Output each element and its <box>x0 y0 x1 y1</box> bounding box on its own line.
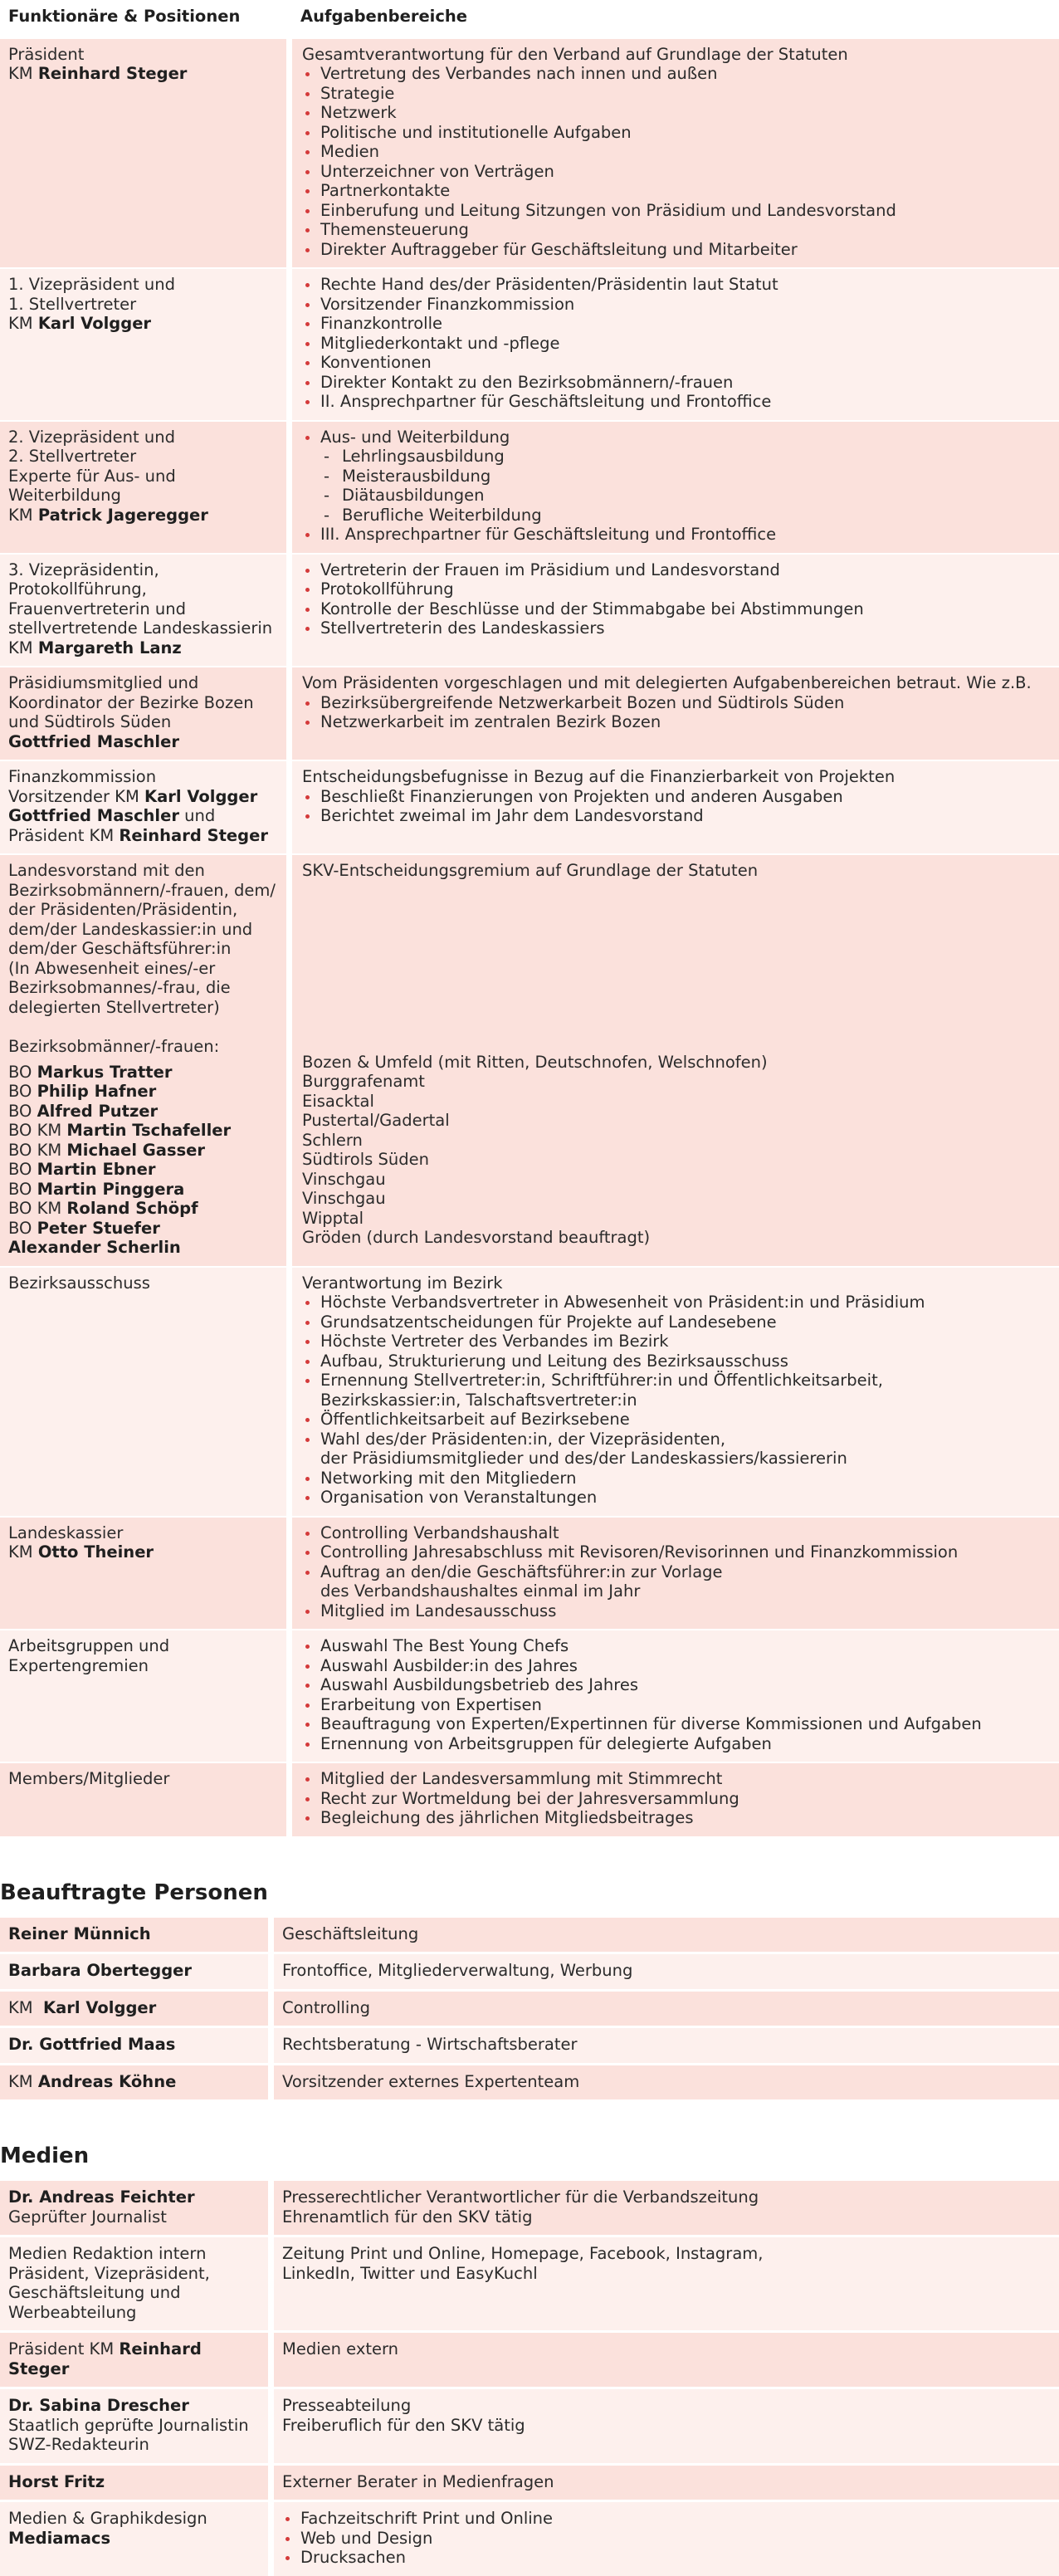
media-task: Externer Berater in Medienfragen <box>274 2463 1059 2500</box>
delegate-row <box>0 2063 1059 2100</box>
delegate-task: Frontoffice, Mitgliederverwaltung, Werbung <box>274 1952 1059 1989</box>
role-label: Experte für Aus- und <box>8 466 176 486</box>
role-label: Finanzkommission <box>8 767 157 786</box>
task-list <box>302 693 1051 732</box>
media-row <box>0 2463 1059 2500</box>
person-name: Gottfried Maschler <box>8 731 179 751</box>
treasurer-cell <box>0 1516 292 1630</box>
title-prefix: BO <box>8 1179 37 1199</box>
role-label: Arbeitsgruppen und <box>8 1636 170 1655</box>
state-board-tasks <box>292 853 1059 1266</box>
person-name: Martin Ebner <box>37 1160 156 1179</box>
media-task: Presseabteilung <box>282 2396 412 2415</box>
delegate-task: Controlling <box>274 1989 1059 2026</box>
task-item: Netzwerk <box>302 103 1051 123</box>
role-label: Medien Redaktion intern <box>8 2244 207 2263</box>
president-tasks <box>292 39 1059 268</box>
role-label: 3. Vizepräsidentin, <box>8 560 159 579</box>
person-name: Martin Pinggera <box>37 1179 185 1199</box>
district-name: Vinschgau <box>302 1189 386 1208</box>
task-item: Partnerkontakte <box>302 181 1051 201</box>
task-item: Öffentlichkeitsarbeit auf Bezirksebene <box>302 1410 1051 1430</box>
delegate-name-cell <box>0 1952 274 1989</box>
person-subtitle: SWZ-Redakteurin <box>8 2435 149 2454</box>
media-task: LinkedIn, Twitter und EasyKuchl <box>282 2263 538 2283</box>
row-working-groups <box>0 1629 1059 1762</box>
media-person-cell <box>0 2463 274 2500</box>
task-item: Mitgliederkontakt und -pflege <box>302 334 1051 354</box>
district-head <box>8 1180 278 1200</box>
media-task: Presserechtlicher Verantwortlicher für die Verbandszeitung <box>282 2187 759 2207</box>
role-label: Präsidiumsmitglied und <box>8 673 199 692</box>
district-name: Südtirols Süden <box>302 1150 429 1169</box>
task-item <box>302 1371 1051 1410</box>
district-head <box>8 1121 278 1141</box>
row-president <box>0 39 1059 268</box>
finance-cell <box>0 760 292 853</box>
title-prefix: BO KM <box>8 1140 67 1160</box>
title-prefix: BO KM <box>8 1199 67 1218</box>
media-row <box>0 2330 1059 2387</box>
state-board-cell <box>0 853 292 1266</box>
task-intro: SKV-Entscheidungsgremium auf Grundlage der Statuten <box>302 861 759 880</box>
row-vice-president-3 <box>0 553 1059 667</box>
task-item <box>302 1430 1051 1469</box>
task-item: Mitglied der Landesversammlung mit Stimmrecht <box>302 1769 1051 1789</box>
media-person-cell <box>0 2330 274 2387</box>
media-row <box>0 2181 1059 2235</box>
title-prefix: Präsident KM <box>8 2339 120 2358</box>
connector-text: und <box>178 806 216 825</box>
person-name: Martin Tschafeller <box>66 1121 232 1140</box>
title-prefix: KM <box>8 505 38 525</box>
title-prefix: KM <box>8 2071 38 2091</box>
task-item: Beschließt Finanzierungen von Projekten und anderen Ausgaben <box>302 787 1051 807</box>
task-item: Beauftragung von Experten/Expertinnen für diverse Kommissionen und Aufgaben <box>302 1714 1051 1734</box>
task-item: Vertretung des Verbandes nach innen und außen <box>302 64 1051 84</box>
task-item: Aus- und Weiterbildung <box>302 428 1051 447</box>
district-head <box>8 1082 278 1102</box>
row-vice-president-1 <box>0 267 1059 420</box>
media-person-cell <box>0 2387 274 2463</box>
row-coordinator <box>0 666 1059 760</box>
district-name: Gröden (durch Landesvorstand beauftragt) <box>302 1228 651 1247</box>
media-person-cell <box>0 2235 274 2330</box>
task-item: Networking mit den Mitgliedern <box>302 1469 1051 1488</box>
role-label: Frauenvertreterin und <box>8 599 186 618</box>
person-name: Reinhard Steger <box>8 2339 202 2378</box>
role-label: Protokollführung, <box>8 579 147 599</box>
person-line <box>8 314 278 334</box>
district-head <box>8 1219 278 1239</box>
task-line: Wahl des/der Präsidenten:in, der Vizepräsidenten, <box>320 1429 726 1449</box>
row-district-committee <box>0 1266 1059 1516</box>
task-item: Unterzeichner von Verträgen <box>302 162 1051 182</box>
task-item: Erarbeitung von Expertisen <box>302 1695 1051 1715</box>
person-subtitle: Staatlich geprüfte Journalistin <box>8 2415 249 2435</box>
delegate-name-cell <box>0 2063 274 2100</box>
task-list <box>302 525 1051 545</box>
task-item: Organisation von Veranstaltungen <box>302 1488 1051 1508</box>
task-line: Bezirkskassier:in, Talschaftsvertreter:in <box>320 1390 637 1410</box>
task-item: Finanzkontrolle <box>302 314 1051 334</box>
person-name: Alfred Putzer <box>37 1101 159 1121</box>
task-item: Bezirksübergreifende Netzwerkarbeit Bozen und Südtirols Süden <box>302 693 1051 713</box>
title-prefix: BO <box>8 1101 37 1121</box>
media-person-cell <box>0 2181 274 2235</box>
person-line <box>8 64 278 84</box>
media-task: Medien extern <box>274 2330 1059 2387</box>
section-title-media: Medien <box>0 2143 90 2168</box>
role-label: Landesvorstand mit den <box>8 861 205 880</box>
role-label: Landeskassier <box>8 1523 124 1542</box>
company-name: Mediamacs <box>8 2528 111 2548</box>
task-intro: Verantwortung im Bezirk <box>302 1273 503 1293</box>
media-task-cell <box>274 2181 1059 2235</box>
task-item: Controlling Verbandshaushalt <box>302 1523 1051 1543</box>
role-label: Weiterbildung <box>8 486 121 505</box>
task-intro: Entscheidungsbefugnisse in Bezug auf die Finanzierbarkeit von Projekten <box>302 767 896 786</box>
title-prefix: BO <box>8 1160 37 1179</box>
title-prefix: KM <box>8 64 38 83</box>
task-list <box>302 1636 1051 1753</box>
task-list <box>302 1523 1051 1621</box>
task-item: Ernennung von Arbeitsgruppen für delegierte Aufgaben <box>302 1734 1051 1754</box>
district-name: Schlern <box>302 1130 363 1150</box>
person-name: Roland Schöpf <box>66 1199 198 1218</box>
vp1-tasks <box>292 267 1059 420</box>
header-functions: Funktionäre & Positionen <box>0 0 292 39</box>
media-task-cell <box>274 2235 1059 2330</box>
treasurer-tasks <box>292 1516 1059 1630</box>
task-item: Recht zur Wortmeldung bei der Jahresversammlung <box>302 1789 1051 1809</box>
district-name: Eisacktal <box>302 1091 374 1111</box>
task-item: Drucksachen <box>282 2548 1051 2568</box>
task-item: Aufbau, Strukturierung und Leitung des Bezirksausschuss <box>302 1352 1051 1371</box>
person-name: Dr. Andreas Feichter <box>8 2187 195 2207</box>
district-committee-cell <box>0 1266 292 1516</box>
role-label: Geschäftsleitung und <box>8 2283 181 2302</box>
person-line <box>8 787 278 807</box>
row-treasurer <box>0 1516 1059 1630</box>
role-label: Werbeabteilung <box>8 2302 137 2322</box>
role-label: Bezirksobmannes/-frau, die <box>8 978 231 997</box>
delegates-table <box>0 1918 1059 2100</box>
delegate-task: Vorsitzender externes Expertenteam <box>274 2063 1059 2100</box>
working-groups-cell <box>0 1629 292 1762</box>
task-item: III. Ansprechpartner für Geschäftsleitung und Frontoffice <box>302 525 1051 545</box>
row-members <box>0 1762 1059 1836</box>
task-item: Protokollführung <box>302 579 1051 599</box>
role-label: Medien & Graphikdesign <box>8 2509 207 2528</box>
task-item: Themensteuerung <box>302 220 1051 240</box>
task-item: Auswahl Ausbilder:in des Jahres <box>302 1656 1051 1676</box>
task-item: Vertreterin der Frauen im Präsidium und Landesvorstand <box>302 560 1051 580</box>
task-line: Auftrag an den/die Geschäftsführer:in zur Vorlage <box>320 1562 723 1581</box>
delegate-row <box>0 2026 1059 2063</box>
role-label: delegierten Stellvertreter) <box>8 997 220 1017</box>
person-name: Peter Stuefer <box>37 1218 160 1238</box>
delegate-row <box>0 1918 1059 1953</box>
task-list <box>302 64 1051 259</box>
task-item: Höchste Vertreter des Verbandes im Bezirk <box>302 1332 1051 1352</box>
task-item: Kontrolle der Beschlüsse und der Stimmabgabe bei Abstimmungen <box>302 599 1051 619</box>
subtask-item: - Meisterausbildung <box>320 467 1051 486</box>
title-prefix: BO <box>8 1062 37 1082</box>
subtask-item: - Diätausbildungen <box>320 486 1051 506</box>
person-name: Gottfried Maschler <box>8 806 179 825</box>
person-name: Karl Volgger <box>144 786 258 806</box>
task-item: Fachzeitschrift Print und Online <box>282 2509 1051 2529</box>
person-name: Philip Hafner <box>37 1082 157 1101</box>
role-label: 1. Stellvertreter <box>8 294 137 314</box>
person-name: Margareth Lanz <box>37 638 182 657</box>
task-intro: Gesamtverantwortung für den Verband auf Grundlage der Statuten <box>302 44 848 64</box>
person-name: Karl Volgger <box>43 1997 157 2017</box>
district-head <box>8 1141 278 1161</box>
district-name: Bozen & Umfeld (mit Ritten, Deutschnofen, Welschnofen) <box>302 1052 768 1072</box>
media-task-cell <box>274 2500 1059 2576</box>
task-item: Konventionen <box>302 353 1051 373</box>
media-row <box>0 2235 1059 2330</box>
district-heads-heading: Bezirksobmänner/-frauen: <box>8 1037 220 1056</box>
person-name: Dr. Gottfried Maas <box>8 2035 176 2054</box>
delegate-row <box>0 1952 1059 1989</box>
media-person-cell <box>0 2500 274 2576</box>
person-name: Barbara Obertegger <box>8 1961 193 1980</box>
person-name: Patrick Jageregger <box>37 505 208 525</box>
task-intro: Vom Präsidenten vorgeschlagen und mit delegierten Aufgabenbereichen betraut. Wie z.B. <box>302 673 1032 692</box>
delegate-name-cell <box>0 2026 274 2063</box>
district-head <box>8 1238 278 1258</box>
title-prefix: BO <box>8 1218 37 1238</box>
task-item: Politische und institutionelle Aufgaben <box>302 123 1051 143</box>
working-groups-tasks <box>292 1629 1059 1762</box>
delegate-name-cell <box>0 1989 274 2026</box>
task-list <box>302 787 1051 826</box>
district-head <box>8 1102 278 1122</box>
media-task: Ehrenamtlich für den SKV tätig <box>282 2207 533 2227</box>
delegate-task: Geschäftsleitung <box>274 1918 1059 1953</box>
task-item: II. Ansprechpartner für Geschäftsleitung und Frontoffice <box>302 392 1051 412</box>
title-prefix: KM <box>8 638 38 657</box>
task-item: Höchste Verbandsvertreter in Abwesenheit von Präsident:in und Präsidium <box>302 1293 1051 1312</box>
row-finance-commission <box>0 760 1059 853</box>
subtask-item: - Berufliche Weiterbildung <box>320 506 1051 525</box>
task-item: Controlling Jahresabschluss mit Revisoren/Revisorinnen und Finanzkommission <box>302 1542 1051 1562</box>
coordinator-cell <box>0 666 292 760</box>
members-tasks <box>292 1762 1059 1836</box>
role-label: der Präsidenten/Präsidentin, <box>8 900 238 919</box>
person-subtitle: Geprüfter Journalist <box>8 2207 167 2227</box>
task-list <box>302 275 1051 412</box>
task-item: Rechte Hand des/der Präsidenten/Präsidentin laut Statut <box>302 275 1051 295</box>
person-name: Otto Theiner <box>37 1542 154 1562</box>
person-name: Markus Tratter <box>37 1062 173 1082</box>
role-label: Members/Mitglieder <box>8 1769 170 1788</box>
task-list <box>302 428 1051 447</box>
person-name: Dr. Sabina Drescher <box>8 2396 189 2415</box>
task-list <box>302 560 1051 638</box>
row-state-board <box>0 853 1059 1266</box>
role-label: Bezirksausschuss <box>8 1273 150 1293</box>
district-committee-tasks <box>292 1266 1059 1516</box>
vp2-cell <box>0 420 292 553</box>
delegate-task: Rechtsberatung - Wirtschaftsberater <box>274 2026 1059 2063</box>
task-line: der Präsidiumsmitglieder und des/der Landeskassiers/kassiererin <box>320 1449 847 1468</box>
subtask-list <box>320 447 1051 525</box>
district-name: Wipptal <box>302 1208 364 1228</box>
subtask-item: - Lehrlingsausbildung <box>320 447 1051 467</box>
task-list <box>282 2509 1051 2568</box>
media-task: Zeitung Print und Online, Homepage, Facebook, Instagram, <box>282 2244 764 2263</box>
role-label: und Südtirols Süden <box>8 712 172 731</box>
person-name: Karl Volgger <box>37 314 152 333</box>
task-item: Medien <box>302 142 1051 162</box>
task-item: Vorsitzender Finanzkommission <box>302 295 1051 315</box>
person-line <box>8 732 278 752</box>
delegate-name-cell <box>0 1918 274 1953</box>
person-name: Reinhard Steger <box>37 64 188 83</box>
coordinator-tasks <box>292 666 1059 760</box>
task-item: Strategie <box>302 84 1051 104</box>
role-label: Bezirksobmännern/-frauen, dem/ <box>8 880 276 900</box>
vp2-tasks <box>292 420 1059 553</box>
title-prefix: KM <box>8 314 38 333</box>
role-label: Expertengremien <box>8 1655 149 1675</box>
task-item: Stellvertreterin des Landeskassiers <box>302 618 1051 638</box>
media-table <box>0 2181 1059 2576</box>
role-label: (In Abwesenheit eines/-er <box>8 958 216 978</box>
task-line: des Verbandshaushaltes einmal im Jahr <box>320 1581 641 1601</box>
vp1-cell <box>0 267 292 420</box>
person-line <box>8 506 278 525</box>
task-item: Auswahl The Best Young Chefs <box>302 1636 1051 1656</box>
role-label: 2. Stellvertreter <box>8 447 137 466</box>
person-line <box>8 638 278 658</box>
task-list <box>302 1293 1051 1508</box>
person-name: Reiner Münnich <box>8 1923 151 1943</box>
header-tasks: Aufgabenbereiche <box>292 0 1059 39</box>
title-prefix: BO <box>8 1082 37 1101</box>
role-label: 2. Vizepräsident und <box>8 427 175 447</box>
district-head <box>8 1160 278 1180</box>
title-prefix: Präsident KM <box>8 825 120 845</box>
delegate-row <box>0 1989 1059 2026</box>
role-label: Koordinator der Bezirke Bozen <box>8 692 254 712</box>
media-task: Freiberuflich für den SKV tätig <box>282 2415 525 2435</box>
district-head <box>8 1199 278 1219</box>
task-item: Auswahl Ausbildungsbetrieb des Jahres <box>302 1675 1051 1695</box>
task-item: Web und Design <box>282 2529 1051 2549</box>
person-name: Alexander Scherlin <box>8 1238 181 1257</box>
person-name: Michael Gasser <box>66 1140 206 1160</box>
role-label: Präsident, Vizepräsident, <box>8 2263 210 2283</box>
district-name: Vinschgau <box>302 1169 386 1189</box>
person-line <box>8 826 278 846</box>
media-row <box>0 2387 1059 2463</box>
role-label: dem/der Landeskassier:in und <box>8 919 253 939</box>
task-list <box>302 1769 1051 1828</box>
task-item <box>302 1562 1051 1601</box>
vp3-tasks <box>292 553 1059 667</box>
task-item: Einberufung und Leitung Sitzungen von Präsidium und Landesvorstand <box>302 201 1051 221</box>
title-prefix: BO KM <box>8 1121 67 1140</box>
district-head <box>8 1063 278 1083</box>
district-name: Pustertal/Gadertal <box>302 1111 450 1130</box>
role-label: 1. Vizepräsident und <box>8 275 175 294</box>
task-item: Direkter Kontakt zu den Bezirksobmännern/-frauen <box>302 373 1051 393</box>
task-item: Netzwerkarbeit im zentralen Bezirk Bozen <box>302 712 1051 732</box>
vp3-cell <box>0 553 292 667</box>
role-label: dem/der Geschäftsführer:in <box>8 939 232 958</box>
row-vice-president-2 <box>0 420 1059 553</box>
section-title-delegates: Beauftragte Personen <box>0 1879 268 1905</box>
person-name: Horst Fritz <box>8 2471 105 2491</box>
person-line <box>8 1542 278 1562</box>
media-task-cell <box>274 2387 1059 2463</box>
finance-tasks <box>292 760 1059 853</box>
president-cell <box>0 39 292 268</box>
role-label: stellvertretende Landeskassierin <box>8 618 273 638</box>
members-cell <box>0 1762 292 1836</box>
media-row <box>0 2500 1059 2576</box>
role-label: Präsident <box>8 44 85 64</box>
person-name: Andreas Köhne <box>37 2071 177 2091</box>
title-prefix: KM <box>8 1997 44 2017</box>
task-item: Begleichung des jährlichen Mitgliedsbeitrages <box>302 1808 1051 1828</box>
task-line: Ernennung Stellvertreter:in, Schriftführer:in und Öffentlichkeitsarbeit, <box>320 1371 883 1390</box>
person-line <box>8 806 278 826</box>
title-prefix: KM <box>8 1542 38 1562</box>
district-name: Burggrafenamt <box>302 1072 425 1091</box>
person-name: Reinhard Steger <box>119 825 268 845</box>
task-item: Berichtet zweimal im Jahr dem Landesvorstand <box>302 806 1051 826</box>
task-item: Grundsatzentscheidungen für Projekte auf Landesebene <box>302 1312 1051 1332</box>
task-item: Mitglied im Landesausschuss <box>302 1601 1051 1621</box>
task-item: Direkter Auftraggeber für Geschäftsleitung und Mitarbeiter <box>302 240 1051 260</box>
title-prefix: Vorsitzender KM <box>8 786 144 806</box>
